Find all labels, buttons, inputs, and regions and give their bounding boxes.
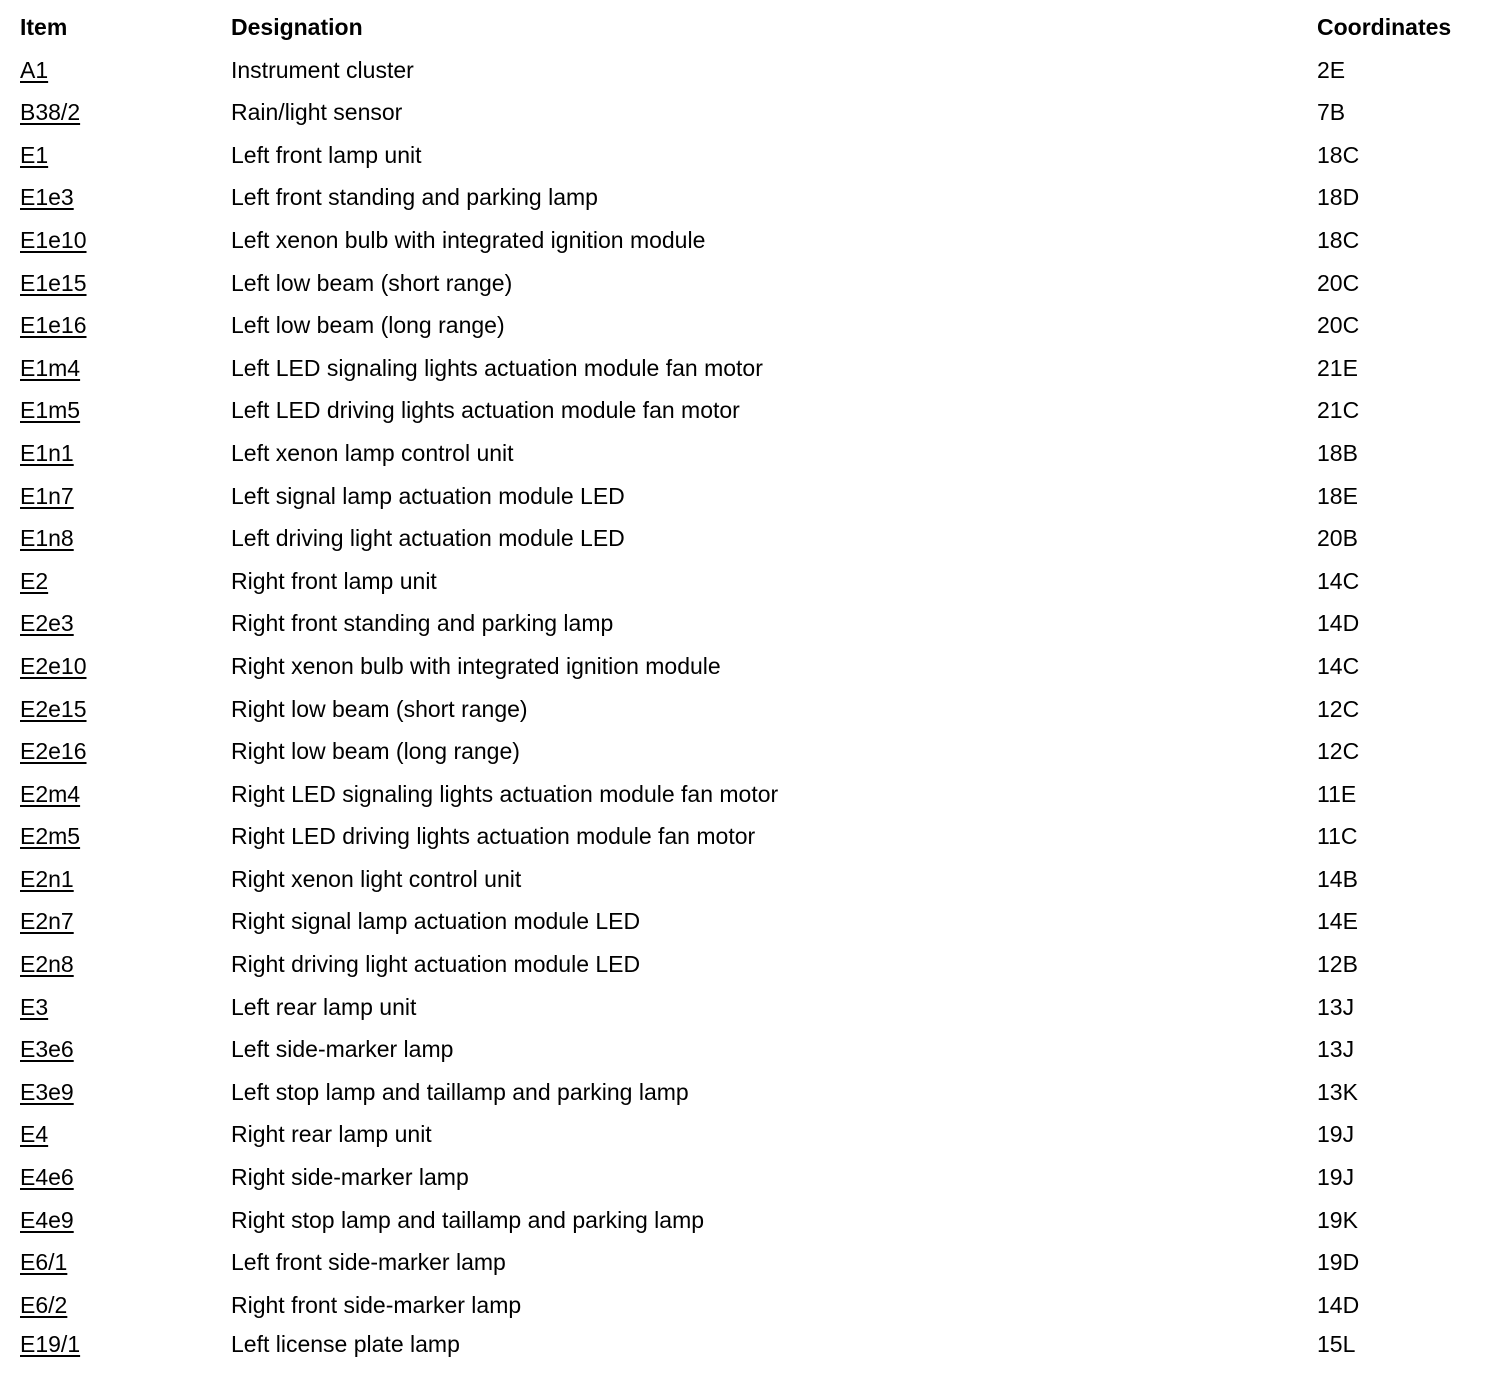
coordinates-text: 19K [1317, 1206, 1358, 1233]
designation-text: Left xenon bulb with integrated ignition module [231, 226, 706, 253]
item-link[interactable]: E1e10 [20, 226, 87, 253]
designation-text: Left xenon lamp control unit [231, 439, 514, 466]
designation-text: Right driving light actuation module LED [231, 951, 641, 978]
item-link[interactable]: E2n8 [20, 951, 74, 978]
item-link[interactable]: E1n1 [20, 439, 74, 466]
table-row [20, 389, 1490, 432]
table-header-row [20, 6, 1490, 49]
coordinates-text: 12C [1317, 738, 1360, 765]
table-row [20, 432, 1490, 475]
coordinates-text: 11E [1317, 780, 1357, 807]
table-row [20, 1199, 1490, 1242]
item-link[interactable]: E2e15 [20, 695, 87, 722]
designation-text: Right xenon light control unit [231, 865, 522, 892]
item-link[interactable]: E1m5 [20, 397, 81, 424]
table-row [20, 262, 1490, 305]
item-link[interactable]: E4e6 [20, 1164, 74, 1191]
item-link[interactable]: E1n8 [20, 525, 74, 552]
coordinates-text: 18B [1317, 439, 1358, 466]
table-row [20, 176, 1490, 219]
item-link[interactable]: E1e16 [20, 312, 87, 339]
designation-text: Right rear lamp unit [231, 1121, 432, 1148]
item-link[interactable]: E6/1 [20, 1249, 68, 1276]
table-row [20, 645, 1490, 688]
coordinates-text: 12B [1317, 951, 1358, 978]
coordinates-text: 18C [1317, 226, 1360, 253]
table-row [20, 304, 1490, 347]
coordinates-text: 14C [1317, 567, 1360, 594]
coordinates-text: 21C [1317, 397, 1360, 424]
table-row [20, 773, 1490, 816]
item-link[interactable]: E6/2 [20, 1291, 68, 1318]
coordinates-text: 12C [1317, 695, 1360, 722]
coordinates-text: 13K [1317, 1078, 1358, 1105]
item-link[interactable]: E3e9 [20, 1078, 74, 1105]
table-row [20, 1156, 1490, 1199]
coordinates-text: 14D [1317, 1291, 1360, 1318]
coordinates-text: 21E [1317, 354, 1358, 381]
coordinates-text: 2E [1317, 56, 1346, 83]
table-row [20, 134, 1490, 177]
designation-text: Left rear lamp unit [231, 993, 417, 1020]
designation-text: Right front standing and parking lamp [231, 610, 614, 637]
table-row [20, 347, 1490, 390]
designation-text: Left front lamp unit [231, 141, 422, 168]
item-link[interactable]: E1e3 [20, 184, 74, 211]
item-link[interactable]: E1m4 [20, 354, 81, 381]
table-row [20, 688, 1490, 731]
item-link[interactable]: E2e16 [20, 738, 87, 765]
item-link[interactable]: E2 [20, 567, 49, 594]
item-link[interactable]: E1e15 [20, 269, 87, 296]
coordinates-text: 18D [1317, 184, 1360, 211]
item-link[interactable]: E3 [20, 993, 49, 1020]
item-link[interactable]: E1n7 [20, 482, 74, 509]
table-row [20, 91, 1490, 134]
table-row [20, 49, 1490, 92]
table-row [20, 602, 1490, 645]
coordinates-text: 19J [1317, 1121, 1355, 1148]
table-body [20, 49, 1490, 1363]
item-link[interactable]: E4 [20, 1121, 49, 1148]
coordinates-text: 14D [1317, 610, 1360, 637]
header-designation: Designation [231, 14, 363, 40]
header-item: Item [20, 14, 68, 40]
item-link[interactable]: A1 [20, 56, 49, 83]
table-row [20, 900, 1490, 943]
coordinates-text: 20C [1317, 312, 1360, 339]
coordinates-text: 13J [1317, 1036, 1355, 1063]
designation-text: Left LED driving lights actuation module fan motor [231, 397, 740, 424]
table-row [20, 1326, 1490, 1362]
item-link[interactable]: E2e10 [20, 652, 87, 679]
table-row [20, 1284, 1490, 1327]
table-row [20, 1241, 1490, 1284]
header-coordinates: Coordinates [1317, 14, 1452, 40]
coordinates-text: 19J [1317, 1164, 1355, 1191]
item-link[interactable]: E2n1 [20, 865, 74, 892]
table-row [20, 815, 1490, 858]
table-row [20, 1113, 1490, 1156]
item-link[interactable]: E1 [20, 141, 49, 168]
item-link[interactable]: E19/1 [20, 1331, 81, 1358]
designation-text: Left driving light actuation module LED [231, 525, 625, 552]
coordinates-text: 19D [1317, 1249, 1360, 1276]
designation-text: Right low beam (long range) [231, 738, 520, 765]
designation-text: Right front lamp unit [231, 567, 437, 594]
designation-text: Left side-marker lamp [231, 1036, 454, 1063]
designation-text: Right LED signaling lights actuation module fan motor [231, 780, 779, 807]
designation-text: Left front standing and parking lamp [231, 184, 598, 211]
table-row [20, 986, 1490, 1029]
designation-text: Right stop lamp and taillamp and parking lamp [231, 1206, 705, 1233]
item-link[interactable]: B38/2 [20, 99, 81, 126]
table-row [20, 219, 1490, 262]
item-link[interactable]: E3e6 [20, 1036, 74, 1063]
designation-text: Left low beam (short range) [231, 269, 513, 296]
coordinates-text: 14C [1317, 652, 1360, 679]
designation-text: Left stop lamp and taillamp and parking lamp [231, 1078, 689, 1105]
designation-text: Right xenon bulb with integrated ignition module [231, 652, 721, 679]
item-link[interactable]: E2e3 [20, 610, 74, 637]
coordinates-text: 14B [1317, 865, 1358, 892]
designation-text: Instrument cluster [231, 56, 414, 83]
designation-text: Right side-marker lamp [231, 1164, 469, 1191]
table-row [20, 730, 1490, 773]
designation-text: Left front side-marker lamp [231, 1249, 506, 1276]
designation-text: Right low beam (short range) [231, 695, 528, 722]
item-link[interactable]: E2m4 [20, 780, 81, 807]
table-row [20, 1028, 1490, 1071]
component-legend-table [20, 6, 1490, 1362]
coordinates-text: 14E [1317, 908, 1358, 935]
table-row [20, 1071, 1490, 1114]
coordinates-text: 11C [1317, 823, 1358, 850]
designation-text: Left low beam (long range) [231, 312, 505, 339]
designation-text: Left license plate lamp [231, 1331, 460, 1358]
item-link[interactable]: E2n7 [20, 908, 74, 935]
coordinates-text: 13J [1317, 993, 1355, 1020]
coordinates-text: 20B [1317, 525, 1358, 552]
designation-text: Right LED driving lights actuation module fan motor [231, 823, 756, 850]
coordinates-text: 7B [1317, 99, 1346, 126]
designation-text: Rain/light sensor [231, 99, 403, 126]
designation-text: Right front side-marker lamp [231, 1291, 522, 1318]
item-link[interactable]: E2m5 [20, 823, 81, 850]
designation-text: Right signal lamp actuation module LED [231, 908, 641, 935]
table-row [20, 517, 1490, 560]
coordinates-text: 15L [1317, 1331, 1356, 1358]
coordinates-text: 18C [1317, 141, 1360, 168]
designation-text: Left signal lamp actuation module LED [231, 482, 625, 509]
coordinates-text: 20C [1317, 269, 1360, 296]
table-row [20, 858, 1490, 901]
table-row [20, 560, 1490, 603]
item-link[interactable]: E4e9 [20, 1206, 74, 1233]
designation-text: Left LED signaling lights actuation module fan motor [231, 354, 763, 381]
coordinates-text: 18E [1317, 482, 1358, 509]
table-row [20, 943, 1490, 986]
table-row [20, 475, 1490, 518]
